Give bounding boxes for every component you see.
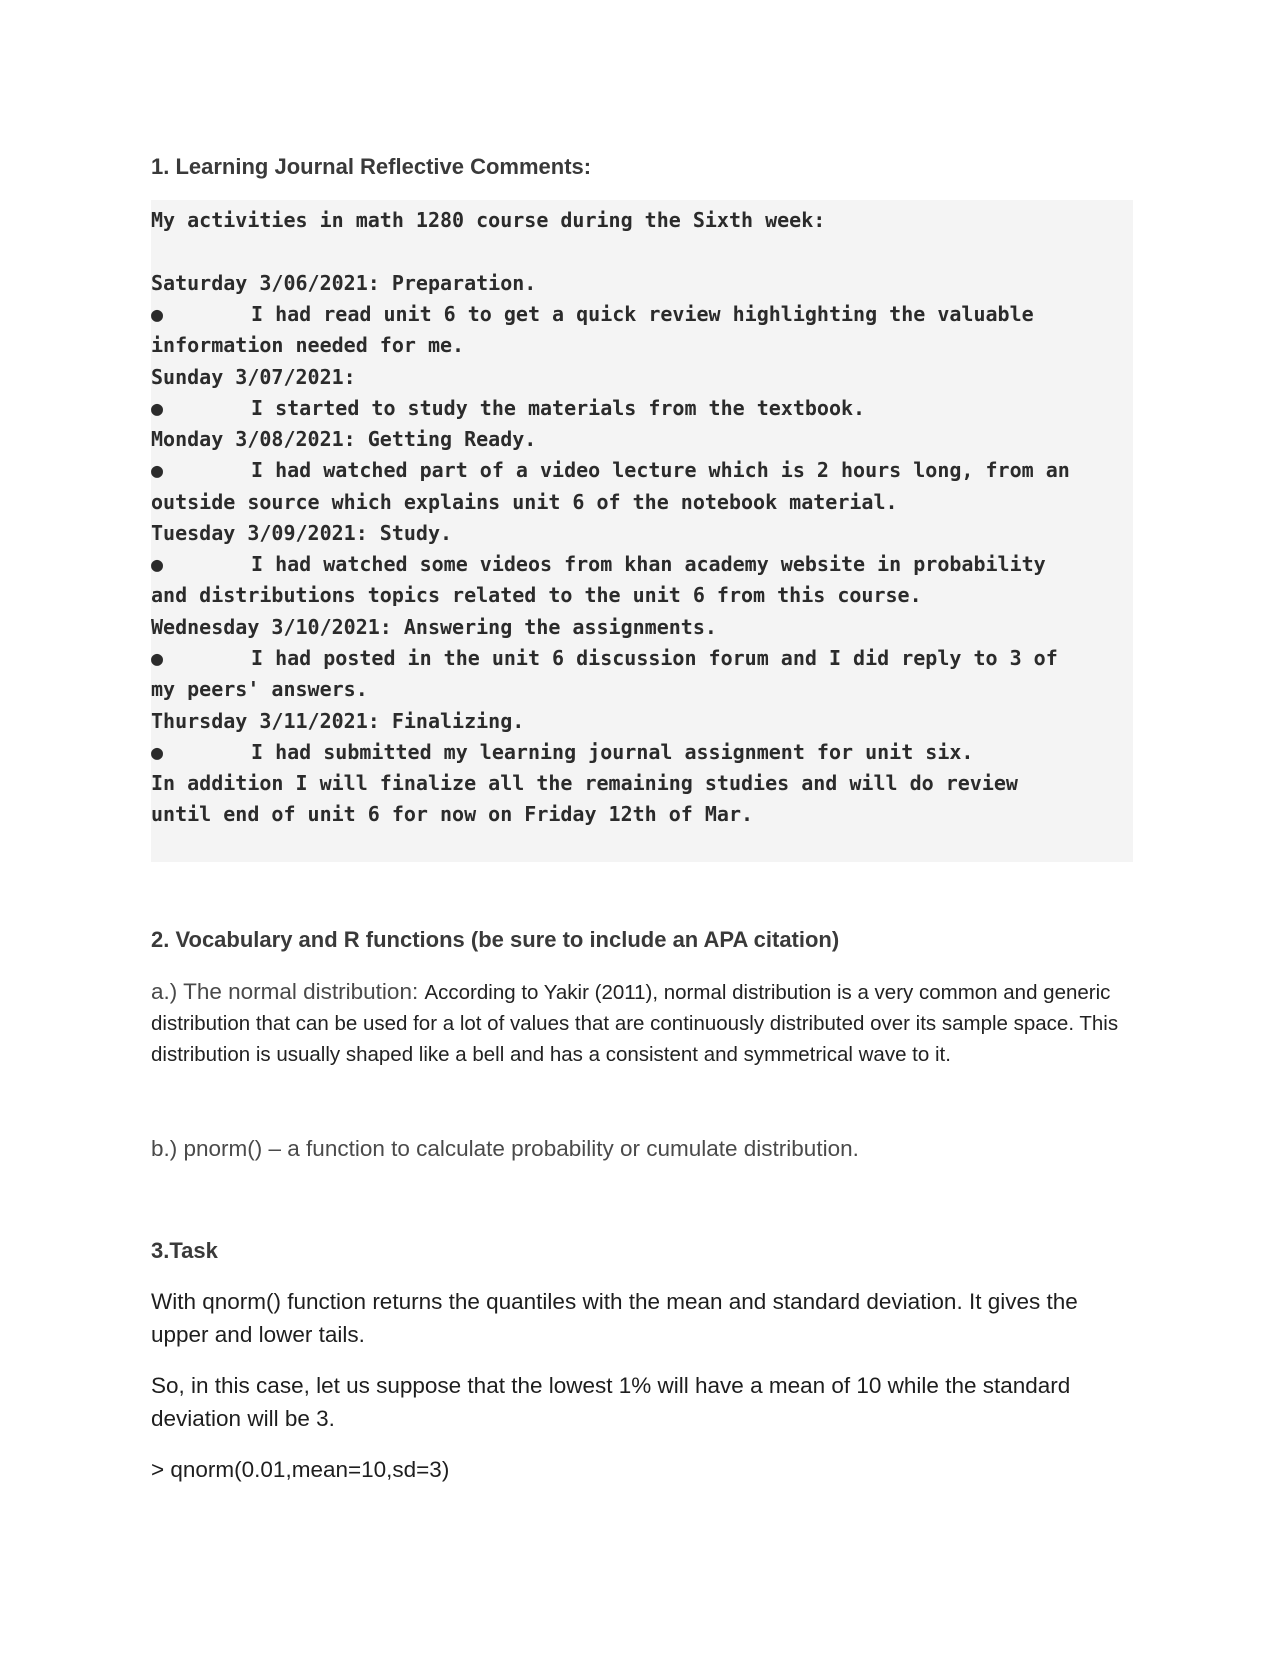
journal-bullet-line: [151, 302, 1034, 326]
bullet-icon: ●: [151, 552, 164, 576]
section1-heading: 1. Learning Journal Reflective Comments:: [151, 154, 592, 179]
journal-bullet-line: [151, 646, 1058, 670]
vocab-definition: According to Yakir (2011), normal distribution is a very common and generic distribution that can be used for a lot of values that are continuously distributed over its sample space. This distribution is usually shaped like a bell and has a consistent and symmetrical wave to it.: [151, 981, 1119, 1066]
bullet-icon: ●: [151, 302, 164, 326]
bullet-icon: ●: [151, 740, 164, 764]
journal-line: my peers' answers.: [151, 677, 368, 701]
task-code-line: > qnorm(0.01,mean=10,sd=3): [151, 1457, 450, 1482]
section2-heading: 2. Vocabulary and R functions (be sure to include an APA citation): [151, 927, 840, 952]
journal-line: In addition I will finalize all the remaining studies and will do review: [151, 771, 1018, 795]
journal-bullet-text: I started to study the materials from the textbook.: [251, 396, 866, 420]
vocab-normal-distribution: [151, 976, 1133, 1070]
journal-bullet-text: I had posted in the unit 6 discussion forum and I did reply to 3 of: [251, 646, 1058, 670]
journal-line: Monday 3/08/2021: Getting Ready.: [151, 427, 537, 451]
bullet-icon: ●: [151, 646, 164, 670]
journal-line: Tuesday 3/09/2021: Study.: [151, 521, 453, 545]
journal-bullet-text: I had watched part of a video lecture which is 2 hours long, from an: [251, 458, 1070, 482]
journal-line: Sunday 3/07/2021:: [151, 365, 356, 389]
journal-intro-line: My activities in math 1280 course during the Sixth week:: [151, 208, 826, 232]
vocab-pnorm: b.) pnorm() – a function to calculate probability or cumulate distribution.: [151, 1136, 859, 1161]
journal-line: information needed for me.: [151, 333, 465, 357]
journal-line: and distributions topics related to the unit 6 from this course.: [151, 583, 922, 607]
journal-line: Thursday 3/11/2021: Finalizing.: [151, 709, 525, 733]
journal-line: outside source which explains unit 6 of the notebook material.: [151, 490, 898, 514]
section3-heading: 3.Task: [151, 1238, 218, 1263]
bullet-icon: ●: [151, 396, 164, 420]
journal-line: Saturday 3/06/2021: Preparation.: [151, 271, 537, 295]
journal-bullet-text: I had submitted my learning journal assignment for unit six.: [251, 740, 974, 764]
task-paragraph-1: With qnorm() function returns the quantiles with the mean and standard deviation. It gives the upper and lower tails.: [151, 1289, 1078, 1347]
journal-bullet-text: I had watched some videos from khan academy website in probability: [251, 552, 1046, 576]
journal-bullet-line: [151, 552, 1046, 576]
journal-line: until end of unit 6 for now on Friday 12th of Mar.: [151, 802, 754, 826]
bullet-icon: ●: [151, 458, 164, 482]
vocab-term-label: a.) The normal distribution:: [151, 979, 425, 1004]
journal-code-block: [151, 200, 1133, 862]
journal-bullet-line: [151, 458, 1070, 482]
journal-bullet-line: [151, 396, 865, 420]
task-paragraph-2: So, in this case, let us suppose that the lowest 1% will have a mean of 10 while the standard deviation will be 3.: [151, 1373, 1071, 1431]
journal-bullet-line: [151, 740, 973, 764]
journal-line: Wednesday 3/10/2021: Answering the assignments.: [151, 615, 717, 639]
journal-bullet-text: I had read unit 6 to get a quick review highlighting the valuable: [251, 302, 1034, 326]
